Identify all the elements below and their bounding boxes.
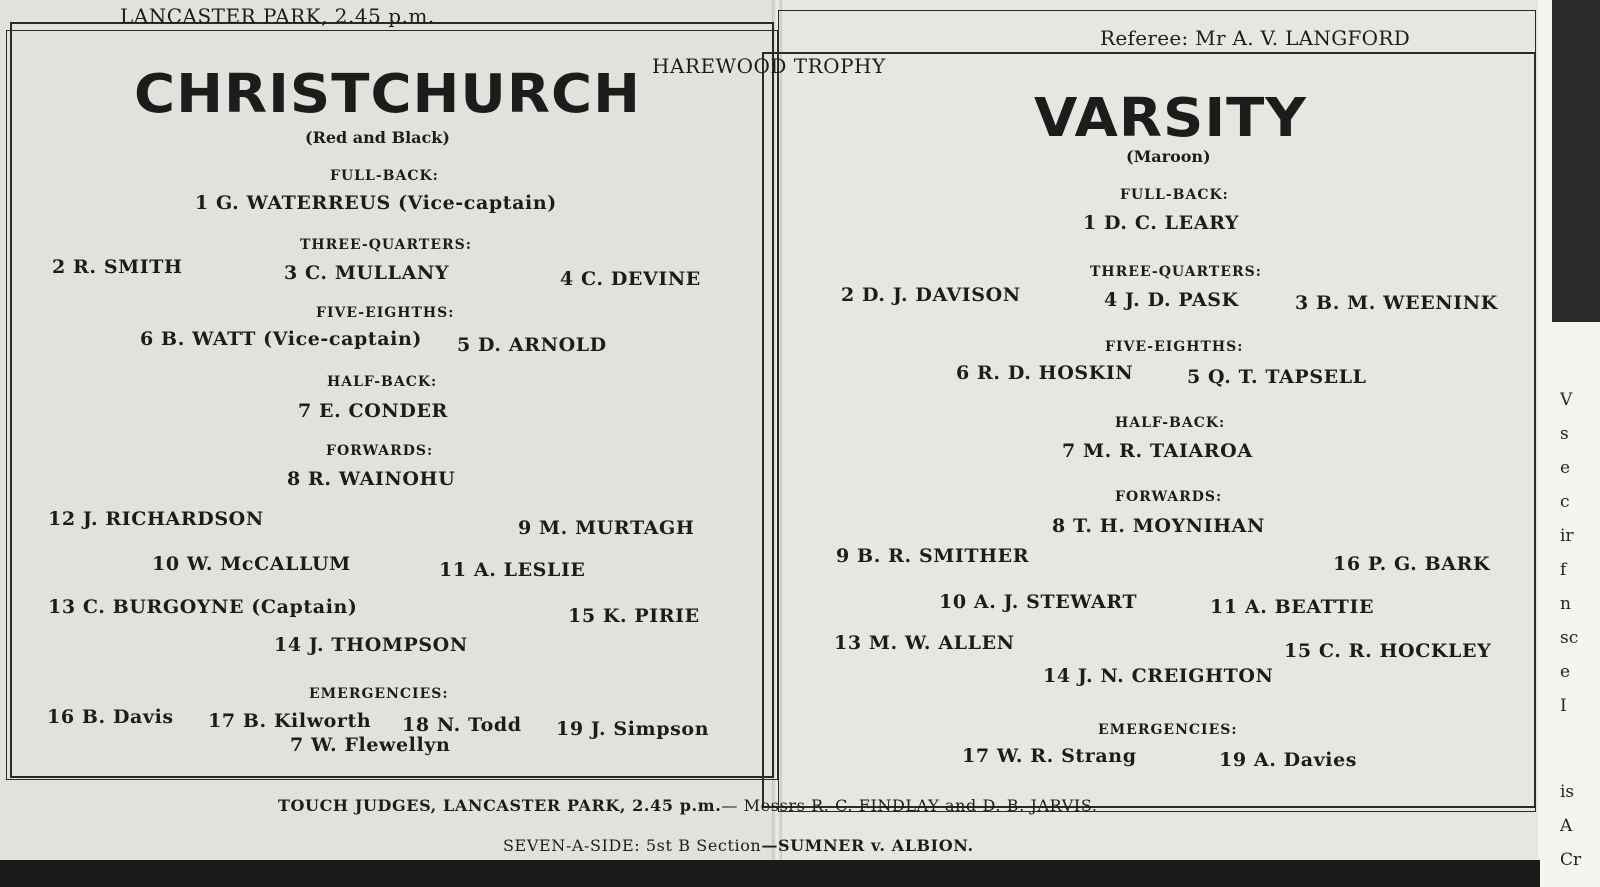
christchurch-forward: 11 A. LESLIE	[439, 559, 586, 581]
varsity-three-quarter: 3 B. M. WEENINK	[1295, 292, 1498, 314]
varsity-forward: 15 C. R. HOCKLEY	[1284, 640, 1492, 662]
christchurch-forward: 8 R. WAINOHU	[287, 468, 456, 490]
varsity-five-eighths-heading: FIVE-EIGHTHS:	[1105, 339, 1244, 355]
bottom-dark-band	[0, 860, 1540, 887]
varsity-forward: 16 P. G. BARK	[1333, 553, 1491, 575]
edge-letter: is	[1560, 782, 1575, 802]
referee: Referee: Mr A. V. LANGFORD	[1100, 26, 1411, 50]
christchurch-half-back: 7 E. CONDER	[298, 400, 448, 422]
christchurch-forward: 10 W. McCALLUM	[152, 553, 351, 575]
varsity-colours: (Maroon)	[1126, 147, 1211, 166]
christchurch-three-quarter: 3 C. MULLANY	[284, 262, 450, 284]
touch-judges-line	[278, 796, 1098, 815]
christchurch-five-eighth: 6 B. WATT (Vice-captain)	[140, 328, 422, 350]
christchurch-emergency: 17 B. Kilworth	[208, 710, 372, 732]
christchurch-emergencies-heading: EMERGENCIES:	[309, 686, 449, 702]
varsity-three-quarter: 2 D. J. DAVISON	[841, 284, 1021, 306]
christchurch-full-back: 1 G. WATERREUS (Vice-captain)	[195, 192, 557, 214]
touch-judges-label: TOUCH JUDGES, LANCASTER PARK, 2.45 p.m.	[278, 796, 722, 815]
seven-a-side-line	[503, 836, 974, 855]
christchurch-forwards-heading: FORWARDS:	[326, 443, 434, 459]
varsity-half-back: 7 M. R. TAIAROA	[1062, 440, 1253, 462]
christchurch-three-quarter: 4 C. DEVINE	[560, 268, 701, 290]
edge-letter: s	[1560, 424, 1569, 444]
seven-a-side-match: —SUMNER v. ALBION.	[761, 836, 974, 855]
edge-letter: ir	[1560, 526, 1574, 546]
varsity-half-back-heading: HALF-BACK:	[1115, 415, 1226, 431]
edge-letter: I	[1560, 696, 1567, 716]
christchurch-five-eighth: 5 D. ARNOLD	[457, 334, 607, 356]
christchurch-forward: 13 C. BURGOYNE (Captain)	[48, 596, 358, 618]
edge-letter: e	[1560, 662, 1571, 682]
christchurch-forward: 9 M. MURTAGH	[518, 517, 695, 539]
varsity-full-back-heading: FULL-BACK:	[1120, 187, 1229, 203]
varsity-three-quarter: 4 J. D. PASK	[1104, 289, 1239, 311]
varsity-forward: 10 A. J. STEWART	[939, 591, 1138, 613]
varsity-forward: 9 B. R. SMITHER	[836, 545, 1030, 567]
christchurch-forward: 15 K. PIRIE	[568, 605, 700, 627]
christchurch-team-name: CHRISTCHURCH	[134, 63, 641, 126]
varsity-forward: 11 A. BEATTIE	[1210, 596, 1375, 618]
christchurch-full-back-heading: FULL-BACK:	[330, 168, 439, 184]
christchurch-forward: 14 J. THOMPSON	[274, 634, 468, 656]
adjacent-photo	[1552, 0, 1600, 322]
varsity-emergencies-heading: EMERGENCIES:	[1098, 722, 1238, 738]
seven-a-side-label: SEVEN-A-SIDE: 5st B Section	[503, 836, 762, 855]
edge-letter: Cr	[1560, 850, 1582, 870]
edge-letter: e	[1560, 458, 1571, 478]
varsity-forward: 14 J. N. CREIGHTON	[1043, 665, 1274, 687]
edge-letter: c	[1560, 492, 1570, 512]
christchurch-three-quarters-heading: THREE-QUARTERS:	[300, 237, 472, 253]
edge-letter: A	[1560, 816, 1573, 836]
edge-letter: sc	[1560, 628, 1579, 648]
venue-time: LANCASTER PARK, 2.45 p.m.	[120, 4, 435, 28]
varsity-five-eighth: 5 Q. T. TAPSELL	[1187, 366, 1367, 388]
christchurch-emergency: 18 N. Todd	[402, 714, 522, 736]
christchurch-colours: (Red and Black)	[305, 128, 450, 147]
christchurch-emergency: 16 B. Davis	[47, 706, 174, 728]
trophy-title: HAREWOOD TROPHY	[652, 54, 886, 78]
varsity-three-quarters-heading: THREE-QUARTERS:	[1090, 264, 1262, 280]
varsity-forward: 13 M. W. ALLEN	[834, 632, 1015, 654]
varsity-emergency: 19 A. Davies	[1219, 749, 1358, 771]
varsity-full-back: 1 D. C. LEARY	[1083, 212, 1240, 234]
varsity-forwards-heading: FORWARDS:	[1115, 489, 1223, 505]
christchurch-half-back-heading: HALF-BACK:	[327, 374, 438, 390]
edge-letter: n	[1560, 594, 1571, 614]
edge-letter: f	[1560, 560, 1567, 580]
varsity-five-eighth: 6 R. D. HOSKIN	[956, 362, 1134, 384]
varsity-forward: 8 T. H. MOYNIHAN	[1052, 515, 1265, 537]
varsity-team-name: VARSITY	[1034, 87, 1307, 150]
christchurch-emergency: 19 J. Simpson	[556, 718, 710, 740]
christchurch-emergency: 7 W. Flewellyn	[290, 734, 451, 756]
varsity-emergency: 17 W. R. Strang	[962, 745, 1137, 767]
christchurch-five-eighths-heading: FIVE-EIGHTHS:	[316, 305, 455, 321]
touch-judges-names: — Messrs R. C. FINDLAY and D. B. JARVIS.	[721, 796, 1098, 815]
christchurch-forward: 12 J. RICHARDSON	[48, 508, 264, 530]
edge-letter: V	[1560, 390, 1573, 410]
christchurch-three-quarter: 2 R. SMITH	[52, 256, 183, 278]
